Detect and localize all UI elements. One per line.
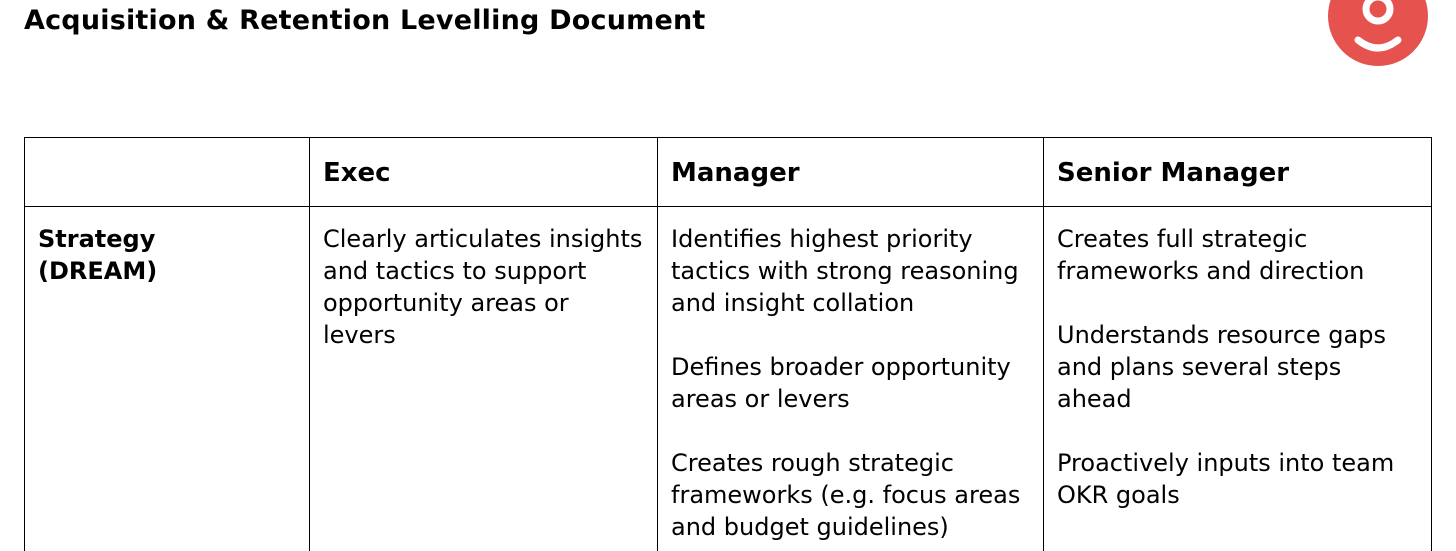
table-row (25, 207, 1432, 551)
smile-g-logo-icon (1328, 0, 1428, 66)
cell-manager (658, 207, 1044, 551)
cell-paragraph: Identifies highest priority tactics with strong reasoning and insight collation (671, 225, 1019, 317)
header-empty-cell (25, 138, 310, 207)
document-title: Acquisition & Retention Levelling Document (24, 5, 706, 36)
row-label-line: (DREAM) (38, 257, 158, 285)
cell-senior-manager (1044, 207, 1432, 551)
header-manager: Manager (658, 138, 1044, 207)
cell-paragraph: Creates rough strategic frameworks (e.g. focus areas and budget guidelines) (671, 449, 1021, 541)
row-label-line: Strategy (38, 225, 156, 253)
cell-paragraph: Understands resource gaps and plans several steps ahead (1057, 321, 1386, 413)
cell-paragraph: Clearly articulates insights and tactics to support opportunity areas or levers (323, 225, 643, 349)
header-senior-manager: Senior Manager (1044, 138, 1432, 207)
cell-paragraph: Proactively inputs into team OKR goals (1057, 449, 1395, 509)
cell-exec (310, 207, 658, 551)
levelling-table (24, 137, 1432, 551)
table-header-row (25, 138, 1432, 207)
cell-paragraph: Creates full strategic frameworks and direction (1057, 225, 1365, 285)
header-exec: Exec (310, 138, 658, 207)
row-label-strategy (25, 207, 310, 551)
cell-paragraph: Defines broader opportunity areas or levers (671, 353, 1011, 413)
